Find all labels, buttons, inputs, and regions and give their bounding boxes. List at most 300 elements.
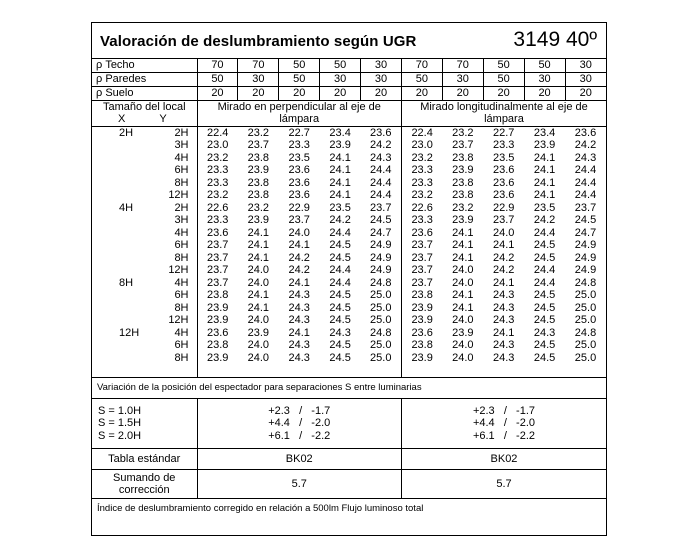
ugr-value: 23.2 xyxy=(452,126,474,139)
ugr-value: 23.3 xyxy=(288,139,310,152)
ugr-value: 24.8 xyxy=(361,327,402,340)
ugr-row xyxy=(92,339,606,352)
ugr-value: 22.9 xyxy=(288,201,310,214)
correction-perpendicular: 5.7 xyxy=(197,470,401,499)
ugr-value: 23.6 xyxy=(411,326,433,339)
ugr-value: 24.1 xyxy=(452,251,474,264)
reflectance-label: ρ Paredes xyxy=(92,72,197,86)
room-size-cell xyxy=(92,139,197,152)
ugr-value: 24.1 xyxy=(247,301,270,314)
ugr-table xyxy=(92,58,606,519)
ugr-value: 24.5 xyxy=(329,289,351,302)
ugr-value: 24.0 xyxy=(452,264,474,277)
correction-longitudinal: 5.7 xyxy=(401,470,606,499)
room-y-value: 6H xyxy=(174,289,189,302)
ugr-value: 24.7 xyxy=(574,226,597,239)
reflectance-value: 70 xyxy=(401,58,442,72)
ugr-value: 24.4 xyxy=(574,164,597,177)
room-size-cell xyxy=(92,227,197,240)
room-y-value: 12H xyxy=(168,264,189,277)
ugr-value: 23.5 xyxy=(329,201,351,214)
ugr-value: 23.3 xyxy=(411,176,433,189)
ugr-value: 22.4 xyxy=(206,126,229,139)
x-axis-label: X xyxy=(118,113,126,126)
ugr-value: 24.1 xyxy=(247,226,270,239)
ugr-value: 23.6 xyxy=(288,176,310,189)
reflectance-value: 30 xyxy=(238,72,279,86)
standard-table-perpendicular: BK02 xyxy=(197,449,401,470)
ugr-value: 22.7 xyxy=(492,126,515,139)
ugr-row xyxy=(92,264,606,277)
ugr-value: 23.5 xyxy=(533,201,556,214)
ugr-value: 24.3 xyxy=(492,301,515,314)
ugr-value: 24.1 xyxy=(247,239,270,252)
ugr-row xyxy=(92,164,606,177)
room-y-value: 4H xyxy=(174,151,189,164)
ugr-row xyxy=(92,177,606,190)
ugr-row xyxy=(92,277,606,290)
ugr-value: 24.5 xyxy=(533,289,556,302)
ugr-value: 23.9 xyxy=(206,314,229,327)
ugr-value: 23.3 xyxy=(411,164,433,177)
reflectance-value: 30 xyxy=(361,58,402,72)
ugr-value: 23.9 xyxy=(247,326,270,339)
ugr-value: 23.7 xyxy=(411,239,433,252)
ugr-value: 24.3 xyxy=(288,339,310,352)
reflectance-value: 50 xyxy=(279,72,320,86)
ugr-value: 23.5 xyxy=(288,151,310,164)
reflectance-value: 70 xyxy=(197,58,238,72)
ugr-value: 23.0 xyxy=(411,139,433,152)
ugr-value: 23.7 xyxy=(452,139,474,152)
ugr-value: 22.7 xyxy=(288,126,310,139)
ugr-table-body xyxy=(92,58,606,519)
ugr-value: 24.3 xyxy=(329,326,351,339)
ugr-value: 24.4 xyxy=(574,176,597,189)
ugr-value: 24.1 xyxy=(452,289,474,302)
ugr-value: 24.1 xyxy=(329,164,351,177)
ugr-value: 24.2 xyxy=(361,139,402,152)
ugr-value: 24.5 xyxy=(533,339,556,352)
ugr-value: 24.5 xyxy=(329,301,351,314)
ugr-value: 23.6 xyxy=(288,164,310,177)
ugr-value: 24.5 xyxy=(361,214,402,227)
ugr-value: 23.7 xyxy=(206,239,229,252)
spacer-cell xyxy=(92,364,197,377)
ugr-value: 24.1 xyxy=(247,251,270,264)
variation-note: Variación de la posición del espectador para separaciones S entre luminarias xyxy=(92,377,606,398)
ugr-value: 24.0 xyxy=(247,351,270,364)
ugr-value: 24.1 xyxy=(288,326,310,339)
ugr-value: 23.6 xyxy=(288,189,310,202)
ugr-value: 24.3 xyxy=(574,151,597,164)
correction-label: Sumando de corrección xyxy=(92,470,197,499)
ugr-value: 24.1 xyxy=(533,151,556,164)
xy-labels xyxy=(92,113,197,126)
ugr-value: 24.3 xyxy=(288,314,310,327)
ugr-value: 24.0 xyxy=(247,276,270,289)
ugr-value: 23.3 xyxy=(206,214,229,227)
ugr-value: 24.9 xyxy=(361,252,402,265)
ugr-value: 23.9 xyxy=(411,351,433,364)
ugr-value: 24.1 xyxy=(452,226,474,239)
ugr-value: 24.5 xyxy=(329,351,351,364)
variation-perpendicular: +4.4 / -2.0 xyxy=(197,417,401,430)
separation-label: S = 1.0H xyxy=(92,398,197,417)
reflectance-value: 20 xyxy=(565,86,606,100)
reflectance-value: 30 xyxy=(524,72,565,86)
ugr-value: 23.7 xyxy=(361,202,402,215)
room-size-cell xyxy=(92,277,197,290)
ugr-value: 23.2 xyxy=(411,189,433,202)
ugr-value: 24.9 xyxy=(574,239,597,252)
ugr-value: 25.0 xyxy=(361,314,402,327)
reflectance-value: 20 xyxy=(320,86,361,100)
ugr-value: 24.1 xyxy=(533,176,556,189)
reflectance-label: ρ Techo xyxy=(92,58,197,72)
ugr-value: 24.4 xyxy=(329,264,351,277)
ugr-value: 24.4 xyxy=(533,264,556,277)
ugr-value: 24.0 xyxy=(452,351,474,364)
ugr-value: 23.2 xyxy=(206,151,229,164)
ugr-value: 24.1 xyxy=(329,189,351,202)
ugr-value: 24.2 xyxy=(288,251,310,264)
ugr-value: 24.9 xyxy=(361,264,402,277)
ugr-value: 24.1 xyxy=(533,164,556,177)
ugr-value: 25.0 xyxy=(574,301,597,314)
room-size-cell xyxy=(92,327,197,340)
ugr-value: 23.9 xyxy=(411,314,433,327)
room-x-value: 12H xyxy=(119,326,140,339)
room-size-cell xyxy=(92,202,197,215)
reflectance-row xyxy=(92,58,606,72)
ugr-value: 23.2 xyxy=(247,126,270,139)
ugr-value: 24.1 xyxy=(492,276,515,289)
reflectance-value: 30 xyxy=(565,72,606,86)
room-y-value: 8H xyxy=(174,251,189,264)
ugr-value: 23.9 xyxy=(452,214,474,227)
ugr-value: 23.8 xyxy=(206,289,229,302)
reflectance-value: 50 xyxy=(197,72,238,86)
ugr-value: 23.8 xyxy=(247,176,270,189)
ugr-value: 23.8 xyxy=(452,176,474,189)
ugr-value: 23.0 xyxy=(206,139,229,152)
ugr-value: 24.4 xyxy=(361,164,402,177)
ugr-value: 24.2 xyxy=(492,264,515,277)
ugr-value: 24.1 xyxy=(492,239,515,252)
ugr-value: 23.4 xyxy=(329,126,351,139)
ugr-value: 24.3 xyxy=(288,289,310,302)
variation-longitudinal: +6.1 / -2.2 xyxy=(401,430,606,449)
ugr-value: 23.9 xyxy=(411,301,433,314)
ugr-value: 24.1 xyxy=(288,276,310,289)
ugr-row xyxy=(92,239,606,252)
ugr-value: 23.6 xyxy=(411,226,433,239)
ugr-value: 24.5 xyxy=(574,214,597,227)
ugr-row xyxy=(92,214,606,227)
room-size-cell xyxy=(92,177,197,190)
room-size-cell xyxy=(92,339,197,352)
ugr-value: 24.5 xyxy=(533,251,556,264)
room-y-value: 12H xyxy=(168,314,189,327)
ugr-value: 24.9 xyxy=(574,251,597,264)
room-y-value: 3H xyxy=(174,214,189,227)
reflectance-value: 50 xyxy=(524,58,565,72)
reflectance-value: 50 xyxy=(483,58,524,72)
ugr-value: 25.0 xyxy=(361,339,402,352)
ugr-value: 23.3 xyxy=(206,164,229,177)
room-y-value: 6H xyxy=(174,339,189,352)
ugr-value: 24.3 xyxy=(288,301,310,314)
ugr-value: 23.7 xyxy=(492,214,515,227)
reflectance-value: 20 xyxy=(238,86,279,100)
reflectance-value: 20 xyxy=(483,86,524,100)
ugr-value: 24.0 xyxy=(492,226,515,239)
ugr-value: 24.5 xyxy=(329,239,351,252)
reflectance-label: ρ Suelo xyxy=(92,86,197,100)
variation-row xyxy=(92,417,606,430)
ugr-value: 24.9 xyxy=(361,239,402,252)
reflectance-value: 30 xyxy=(442,72,483,86)
ugr-value: 24.4 xyxy=(361,189,402,202)
ugr-value: 24.0 xyxy=(452,314,474,327)
reflectance-value: 50 xyxy=(320,58,361,72)
reflectance-value: 20 xyxy=(524,86,565,100)
ugr-row xyxy=(92,314,606,327)
ugr-value: 23.7 xyxy=(206,251,229,264)
ugr-value: 25.0 xyxy=(361,302,402,315)
ugr-row xyxy=(92,227,606,240)
ugr-value: 23.9 xyxy=(247,214,270,227)
reflectance-row xyxy=(92,86,606,100)
ugr-value: 23.6 xyxy=(492,164,515,177)
ugr-value: 24.2 xyxy=(329,214,351,227)
reflectance-value: 20 xyxy=(442,86,483,100)
room-size-cell xyxy=(92,239,197,252)
variation-row xyxy=(92,430,606,449)
ugr-sheet xyxy=(91,22,607,536)
separation-label: S = 2.0H xyxy=(92,430,197,449)
product-code: 3149 40º xyxy=(513,28,597,51)
variation-perpendicular: +6.1 / -2.2 xyxy=(197,430,401,449)
reflectance-value: 50 xyxy=(279,58,320,72)
room-size-cell xyxy=(92,352,197,365)
ugr-value: 24.8 xyxy=(574,276,597,289)
ugr-value: 24.2 xyxy=(574,139,597,152)
longitudinal-heading: Mirado longitudinalmente al eje de lámpara xyxy=(401,100,606,126)
room-y-value: 2H xyxy=(174,126,189,139)
ugr-value: 24.1 xyxy=(247,289,270,302)
room-x-value: 8H xyxy=(119,276,134,289)
room-size-cell xyxy=(92,164,197,177)
ugr-value: 24.5 xyxy=(329,251,351,264)
reflectance-value: 20 xyxy=(401,86,442,100)
ugr-value: 22.6 xyxy=(411,201,433,214)
ugr-value: 24.3 xyxy=(492,314,515,327)
ugr-value: 24.2 xyxy=(288,264,310,277)
ugr-value: 23.3 xyxy=(206,176,229,189)
ugr-value: 23.8 xyxy=(452,151,474,164)
ugr-value: 23.3 xyxy=(492,139,515,152)
reflectance-value: 20 xyxy=(279,86,320,100)
spacer-cell xyxy=(197,364,401,377)
room-size-cell xyxy=(92,252,197,265)
ugr-value: 23.8 xyxy=(206,339,229,352)
room-y-value: 6H xyxy=(174,239,189,252)
ugr-value: 24.3 xyxy=(492,351,515,364)
reflectance-value: 20 xyxy=(197,86,238,100)
ugr-value: 23.9 xyxy=(452,326,474,339)
ugr-value: 23.3 xyxy=(411,214,433,227)
separation-label: S = 1.5H xyxy=(92,417,197,430)
ugr-value: 23.8 xyxy=(247,151,270,164)
ugr-value: 23.7 xyxy=(411,251,433,264)
ugr-value: 23.7 xyxy=(411,276,433,289)
ugr-value: 24.1 xyxy=(288,239,310,252)
ugr-row xyxy=(92,202,606,215)
ugr-value: 23.9 xyxy=(247,164,270,177)
ugr-value: 23.2 xyxy=(452,201,474,214)
ugr-value: 24.5 xyxy=(533,351,556,364)
ugr-value: 24.5 xyxy=(329,314,351,327)
room-y-value: 6H xyxy=(174,164,189,177)
room-size-cell xyxy=(92,289,197,302)
ugr-value: 23.8 xyxy=(411,339,433,352)
room-size-cell xyxy=(92,214,197,227)
spacer-row xyxy=(92,364,606,377)
ugr-value: 23.2 xyxy=(411,151,433,164)
ugr-value: 24.5 xyxy=(329,339,351,352)
ugr-row xyxy=(92,189,606,202)
reflectance-value: 50 xyxy=(401,72,442,86)
standard-table-longitudinal: BK02 xyxy=(401,449,606,470)
ugr-value: 23.9 xyxy=(329,139,351,152)
page-title: Valoración de deslumbramiento según UGR xyxy=(100,33,417,50)
room-x-value: 2H xyxy=(119,126,134,139)
ugr-value: 24.0 xyxy=(452,339,474,352)
ugr-row xyxy=(92,327,606,340)
room-y-value: 2H xyxy=(174,201,189,214)
ugr-value: 24.0 xyxy=(288,226,310,239)
room-y-value: 8H xyxy=(174,301,189,314)
ugr-row xyxy=(92,352,606,365)
perpendicular-heading: Mirado en perpendicular al eje de lámpara xyxy=(197,100,401,126)
ugr-row xyxy=(92,139,606,152)
spacer-cell xyxy=(401,364,606,377)
reflectance-value: 30 xyxy=(320,72,361,86)
ugr-value: 23.5 xyxy=(492,151,515,164)
ugr-value: 24.1 xyxy=(452,301,474,314)
ugr-value: 24.7 xyxy=(361,227,402,240)
ugr-value: 24.3 xyxy=(492,339,515,352)
reflectance-value: 70 xyxy=(238,58,279,72)
variation-longitudinal: +2.3 / -1.7 xyxy=(472,404,536,417)
ugr-value: 24.0 xyxy=(247,339,270,352)
ugr-value: 23.6 xyxy=(574,126,597,139)
ugr-value: 24.1 xyxy=(329,176,351,189)
ugr-row xyxy=(92,126,606,139)
ugr-value: 23.6 xyxy=(206,226,229,239)
ugr-value: 23.7 xyxy=(206,276,229,289)
ugr-value: 24.0 xyxy=(247,314,270,327)
ugr-value: 23.8 xyxy=(452,189,474,202)
ugr-value: 24.1 xyxy=(329,151,351,164)
ugr-value: 25.0 xyxy=(574,314,597,327)
ugr-value: 23.9 xyxy=(206,301,229,314)
y-axis-label: Y xyxy=(159,113,167,126)
ugr-value: 23.9 xyxy=(533,139,556,152)
ugr-value: 24.0 xyxy=(452,276,474,289)
variation-note-row xyxy=(92,377,606,398)
ugr-value: 24.9 xyxy=(574,264,597,277)
ugr-value: 23.7 xyxy=(574,201,597,214)
ugr-value: 23.2 xyxy=(206,189,229,202)
ugr-value: 25.0 xyxy=(574,351,597,364)
ugr-row xyxy=(92,252,606,265)
ugr-value: 23.4 xyxy=(533,126,556,139)
reflectance-row xyxy=(92,72,606,86)
ugr-value: 24.5 xyxy=(533,301,556,314)
ugr-value: 24.3 xyxy=(288,351,310,364)
room-y-value: 4H xyxy=(174,326,189,339)
ugr-value: 24.8 xyxy=(361,277,402,290)
variation-perpendicular: +2.3 / -1.7 xyxy=(197,398,401,417)
ugr-value: 23.8 xyxy=(247,189,270,202)
ugr-value: 23.9 xyxy=(206,351,229,364)
ugr-value: 24.4 xyxy=(533,276,556,289)
ugr-value: 23.7 xyxy=(247,139,270,152)
reflectance-value: 50 xyxy=(483,72,524,86)
ugr-value: 24.3 xyxy=(492,289,515,302)
ugr-value: 24.2 xyxy=(533,214,556,227)
correction-row xyxy=(92,470,606,499)
ugr-row xyxy=(92,152,606,165)
room-x-value: 4H xyxy=(119,201,134,214)
ugr-value: 24.4 xyxy=(533,226,556,239)
ugr-value: 23.6 xyxy=(492,189,515,202)
ugr-value: 23.7 xyxy=(288,214,310,227)
ugr-value: 23.7 xyxy=(411,264,433,277)
ugr-row xyxy=(92,302,606,315)
room-y-value: 3H xyxy=(174,139,189,152)
variation-longitudinal: +4.4 / -2.0 xyxy=(472,417,536,430)
ugr-value: 24.1 xyxy=(452,239,474,252)
ugr-value: 23.6 xyxy=(361,126,402,139)
ugr-value: 24.4 xyxy=(361,177,402,190)
room-size-cell xyxy=(92,189,197,202)
room-size-label: Tamaño del local xyxy=(92,100,197,113)
room-size-cell xyxy=(92,264,197,277)
room-size-cell xyxy=(92,302,197,315)
room-y-value: 8H xyxy=(174,176,189,189)
room-size-cell xyxy=(92,126,197,139)
room-y-value: 4H xyxy=(174,226,189,239)
ugr-value: 24.4 xyxy=(329,276,351,289)
ugr-value: 24.0 xyxy=(247,264,270,277)
ugr-value: 22.4 xyxy=(411,126,433,139)
ugr-value: 24.1 xyxy=(533,189,556,202)
view-header-row xyxy=(92,100,606,113)
room-size-cell xyxy=(92,314,197,327)
room-y-value: 8H xyxy=(174,351,189,364)
ugr-value: 22.9 xyxy=(492,201,515,214)
ugr-value: 24.1 xyxy=(492,326,515,339)
ugr-value: 24.4 xyxy=(574,189,597,202)
room-y-value: 12H xyxy=(168,189,189,202)
sheet-header xyxy=(92,23,606,59)
ugr-value: 23.6 xyxy=(492,176,515,189)
ugr-value: 24.3 xyxy=(361,152,402,165)
